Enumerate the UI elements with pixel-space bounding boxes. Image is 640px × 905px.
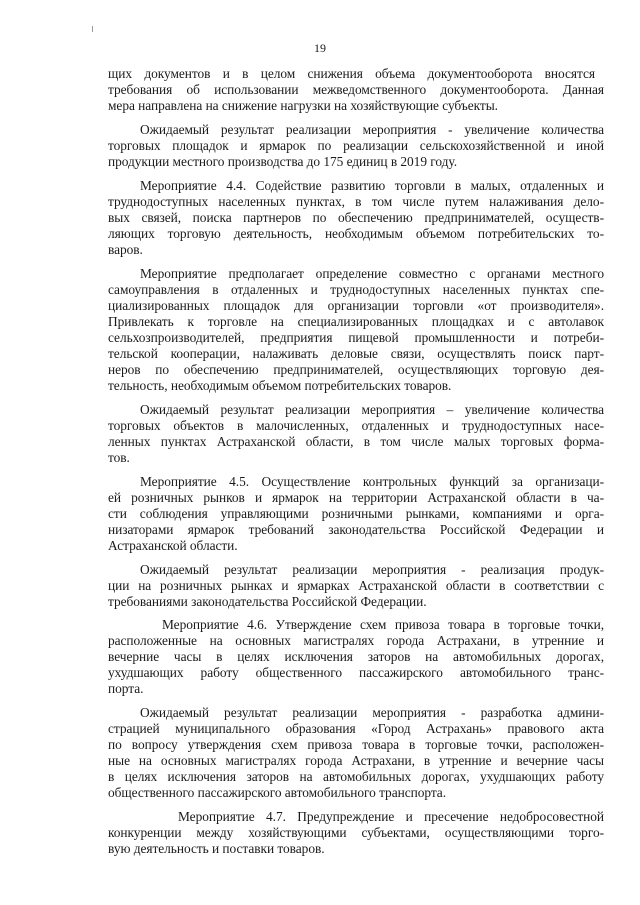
text-line: Ожидаемый результат реализации мероприятия - увеличение количества [140,122,604,137]
text-line: Астраханской области. [108,538,238,553]
text-line: ции на розничных рынках и ярмарках Астраханской области в соответствии с [108,578,604,593]
text-line: торговых объектов в малочисленных, отдаленных и труднодоступных насе- [108,418,604,433]
text-line: Ожидаемый результат реализации мероприятия - реализация продук- [140,562,604,577]
text-line: неров по обеспечению предпринимателей, осуществляющих торговую дея- [108,362,604,377]
text-line: Мероприятие 4.6. Утверждение схем привоза товара в торговые точки, [162,617,604,632]
text-line: вечерние часы в целях исключения заторов на автомобильных дорогах, [108,649,604,664]
text-line: требования об использовании межведомственного документооборота. Данная [108,82,604,97]
text-line: Привлекать к торговле на специализированных площадках и с автолавок [108,314,604,329]
text-line: конкуренции между хозяйствующими субъектами, осуществляющими торго- [108,825,604,840]
text-line: самоуправления в отдаленных и труднодоступных населенных пунктах спе- [108,282,604,297]
text-line: по вопросу утверждения схем привоза товара в торговые точки, расположен- [108,737,604,752]
text-line: тельность, необходимым объемом потребительских товаров. [108,378,452,393]
text-line: расположенные на основных магистралях города Астрахани, в утренние и [108,633,604,648]
text-line: мера направлена на снижение нагрузки на хозяйствующие субъекты. [108,98,498,113]
text-line: ленных пунктах Астраханской области, в том числе малых торговых форма- [108,434,604,449]
scan-artifact [92,26,93,32]
text-line: циализированных площадок для организации торговли «от производителя». [108,298,604,313]
text-line: Ожидаемый результат реализации мероприятия – увеличение количества [140,402,604,417]
text-line: Ожидаемый результат реализации мероприятия - разработка админи- [140,705,604,720]
text-line: порта. [108,681,144,696]
text-line: тельской кооперации, налаживать деловые связи, осуществлять поиск парт- [108,346,604,361]
text-line: требованиями законодательства Российской Федерации. [108,594,427,609]
text-line: вую деятельность и поставки товаров. [108,841,325,856]
text-line: сельхозпроизводителей, предприятия пищевой промышленности и потреби- [108,330,604,345]
text-line: Мероприятие 4.5. Осуществление контрольных функций за организаци- [140,474,604,489]
text-line: ные на основных магистралях города Астрахани, в утренние и вечерние часы [108,753,604,768]
text-line: варов. [108,242,143,257]
text-line: ухудшающих работу общественного пассажирского автомобильного транс- [108,665,604,680]
text-line: страцией муниципального образования «Город Астрахань» правового акта [108,721,604,736]
text-line: тов. [108,450,130,465]
text-line: ляющих торговую деятельность, необходимым объемом потребительских то- [108,226,604,241]
page-number: 19 [314,41,326,55]
text-line: низаторами ярмарок требований законодательства Российской Федерации и [108,522,604,537]
text-line: в целях исключения заторов на автомобильных дорогах, ухудшающих работу [108,769,604,784]
text-line: щих документов и в целом снижения объема документооборота вносятся [108,66,595,81]
text-line: Мероприятие 4.7. Предупреждение и пресечение недобросовестной [178,809,604,824]
text-line: Мероприятие предполагает определение совместно с органами местного [140,266,604,281]
text-line: торговых площадок и ярмарок по реализации сельскохозяйственной и иной [108,138,604,153]
text-line: сти соблюдения управляющими розничными рынками, компаниями и орга- [108,506,604,521]
text-line: вых связей, поиска партнеров по обеспечению предпринимателей, осуществ- [108,210,604,225]
text-line: ей розничных рынков и ярмарок на территории Астраханской области в ча- [108,490,604,505]
text-line: труднодоступных населенных пунктах, в том числе путем налаживания дело- [108,194,604,209]
text-line: продукции местного производства до 175 единиц в 2019 году. [108,154,458,169]
text-line: Мероприятие 4.4. Содействие развитию торговли в малых, отдаленных и [140,178,604,193]
text-line: общественного пассажирского автомобильного транспорта. [108,785,446,800]
